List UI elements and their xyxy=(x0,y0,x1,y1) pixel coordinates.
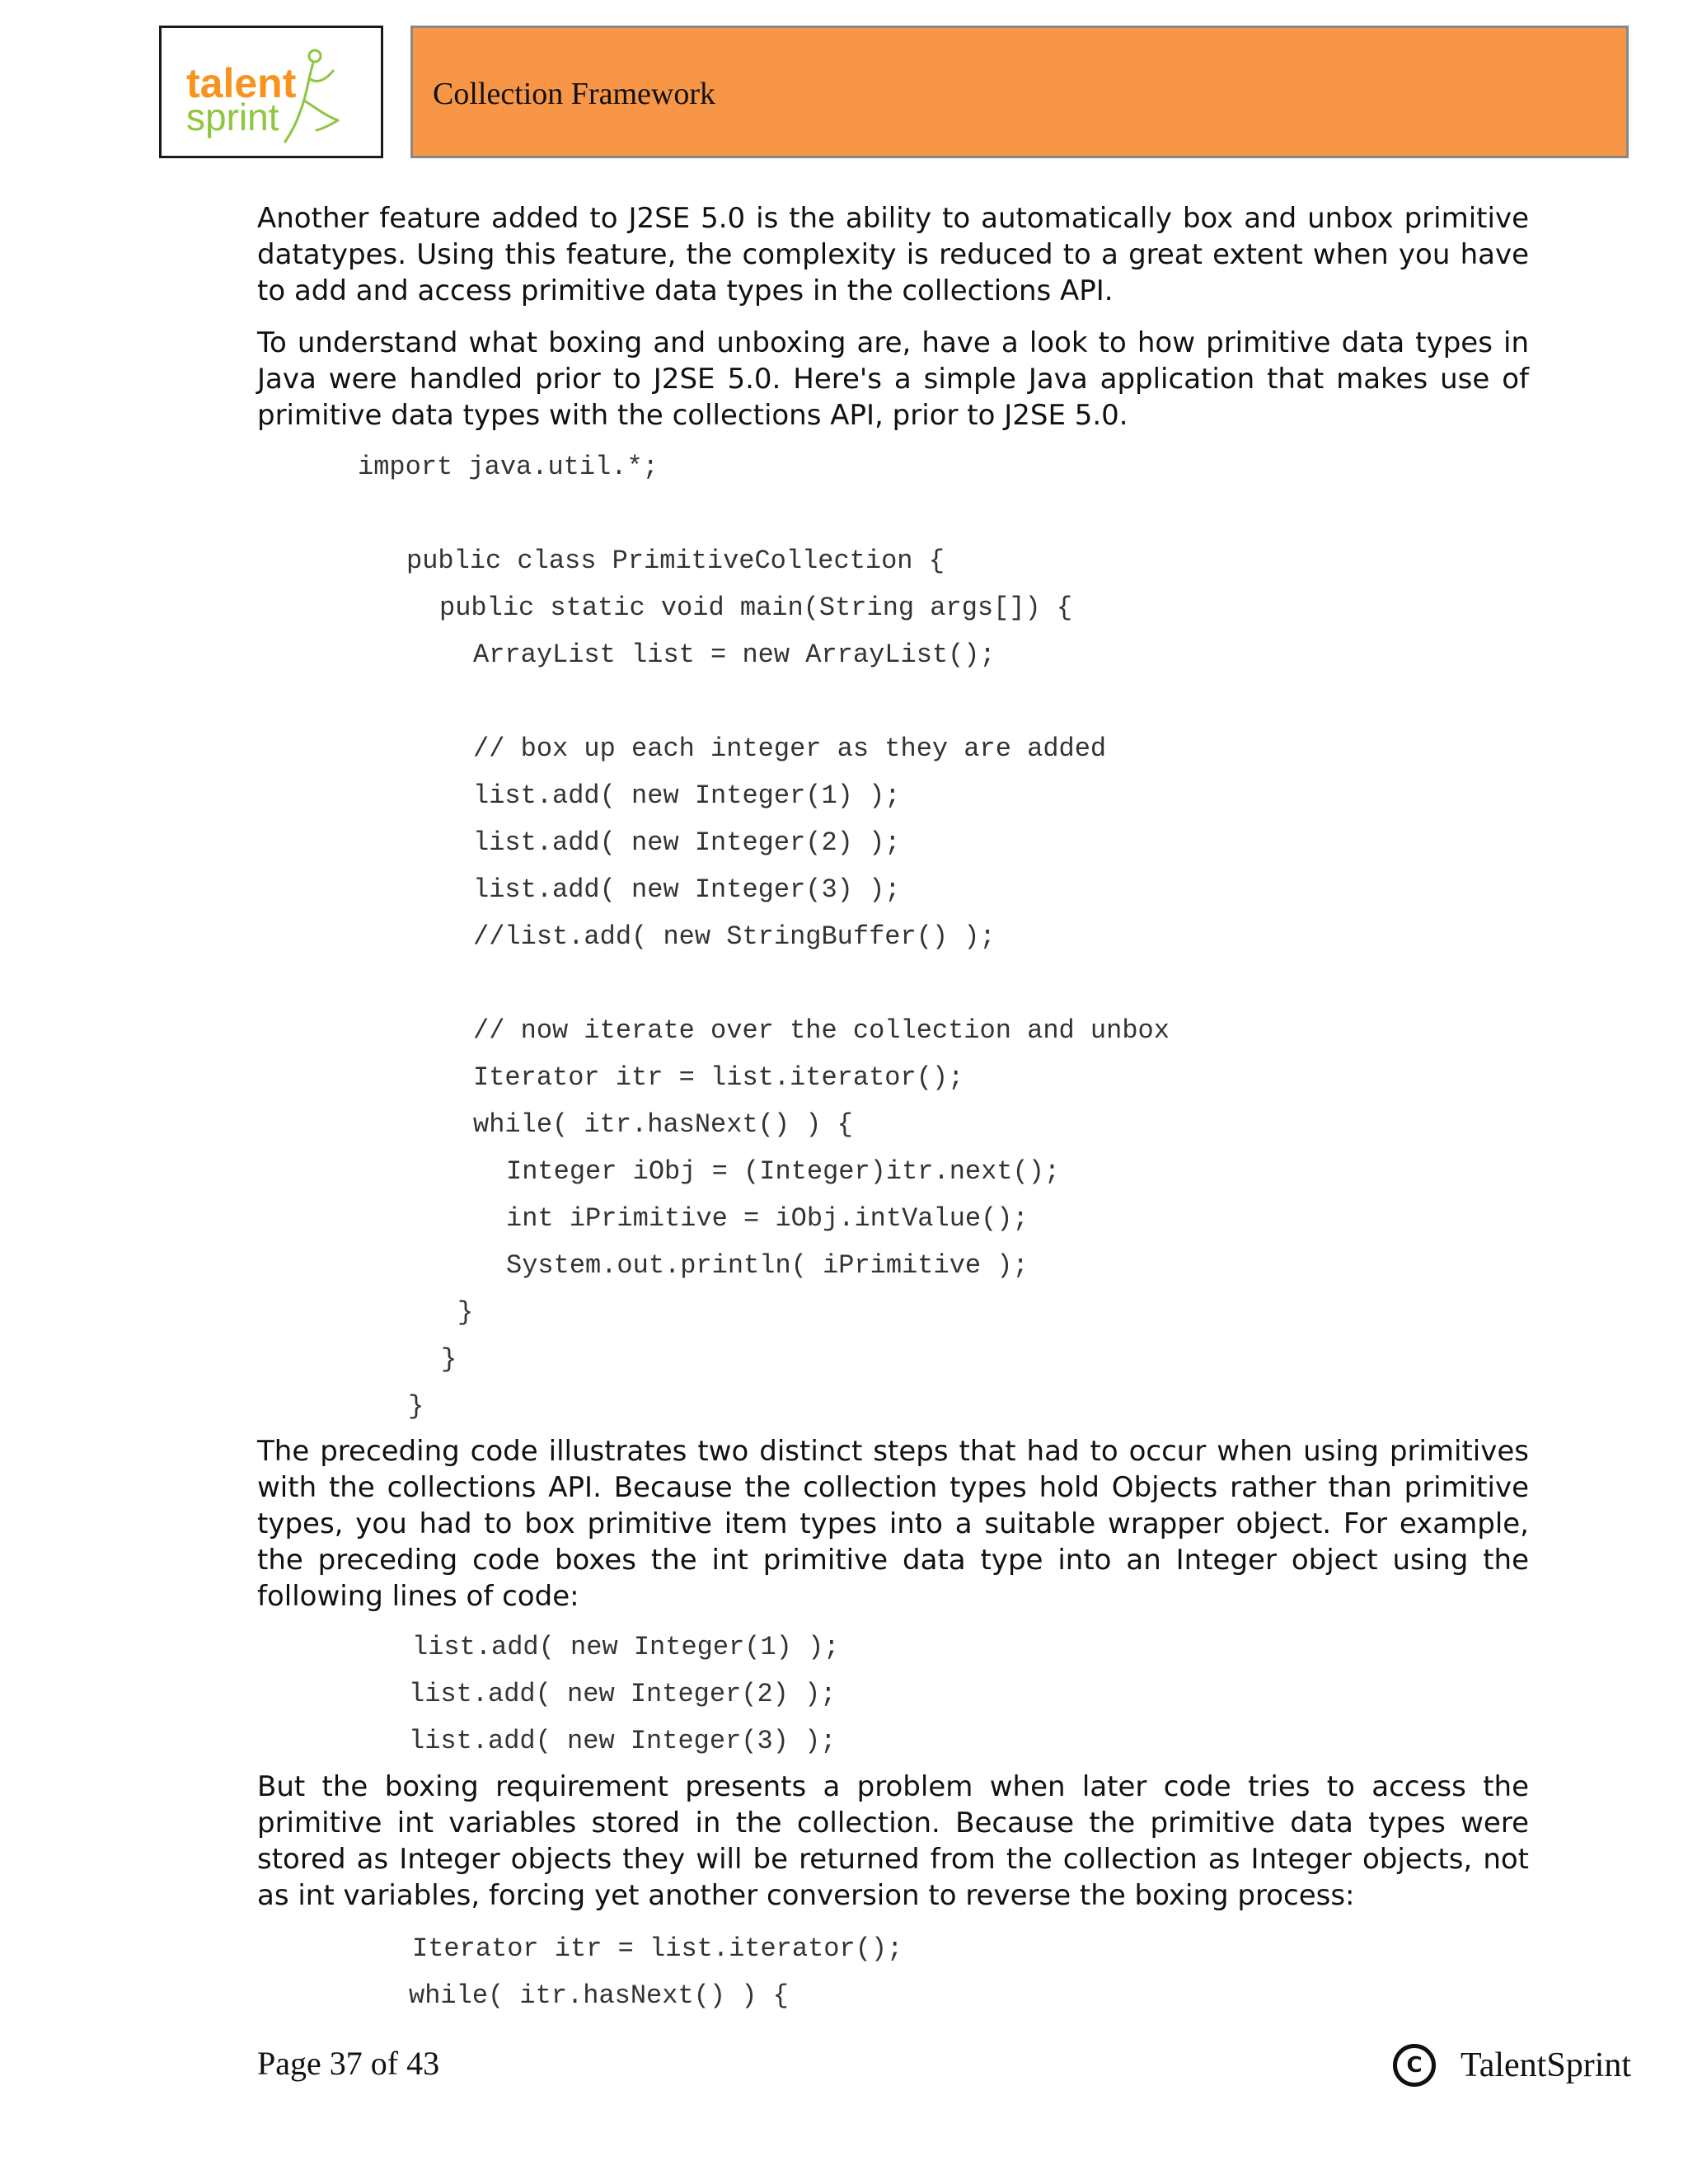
code-line: list.add( new Integer(1) ); xyxy=(412,1632,840,1662)
code-line xyxy=(358,490,1170,537)
logo-text-talent: talent xyxy=(186,60,297,106)
logo-text-sprint: sprint xyxy=(186,96,279,138)
paragraph-boxing-problem xyxy=(257,1769,1529,1914)
code-line xyxy=(358,960,1170,1007)
copyright-icon: C xyxy=(1393,2044,1436,2087)
code-comment: //list.add( new StringBuffer() ); xyxy=(473,921,996,952)
code-block-iterator xyxy=(409,1925,903,2019)
code-line: System.out.println( iPrimitive ); xyxy=(506,1250,1029,1281)
code-line: list.add( new Integer(2) ); xyxy=(473,827,901,858)
code-line: } xyxy=(441,1344,457,1375)
code-line: Iterator itr = list.iterator(); xyxy=(473,1062,964,1093)
code-line: } xyxy=(457,1297,474,1328)
page-title: Collection Framework xyxy=(433,77,715,111)
code-line: list.add( new Integer(2) ); xyxy=(409,1679,837,1709)
code-line: list.add( new Integer(1) ); xyxy=(473,780,901,811)
paragraph-preceding-code xyxy=(257,1433,1529,1615)
paragraph-text: Another feature added to J2SE 5.0 is the ability to automatically box and unbox primitive datatypes. Using this feature, the complexity is reduced to a great extent when you have to add and access primitive data types in the collections API. xyxy=(257,202,1529,307)
paragraph-text: To understand what boxing and unboxing are, have a look to how primitive data types in Java were handled prior to J2SE 5.0. Here's a simple Java application that makes use of primitive data types with the collections API, prior to J2SE 5.0. xyxy=(257,326,1529,432)
paragraph-understand xyxy=(257,325,1529,434)
header-bar xyxy=(410,26,1629,158)
code-block-primitive-collection xyxy=(358,443,1170,1430)
code-line: import java.util.*; xyxy=(358,452,659,482)
footer-brand: TalentSprint xyxy=(1461,2046,1632,2084)
footer-copyright xyxy=(1393,2044,1631,2087)
talentsprint-logo xyxy=(185,46,366,145)
code-line: Iterator itr = list.iterator(); xyxy=(412,1933,903,1964)
code-line xyxy=(358,678,1170,725)
code-block-boxing xyxy=(409,1624,839,1765)
code-line: list.add( new Integer(3) ); xyxy=(409,1726,837,1756)
code-line: ArrayList list = new ArrayList(); xyxy=(473,640,996,670)
code-line: while( itr.hasNext() ) { xyxy=(473,1109,853,1140)
code-line: list.add( new Integer(3) ); xyxy=(473,874,901,905)
code-line: int iPrimitive = iObj.intValue(); xyxy=(506,1203,1029,1234)
code-line: Integer iObj = (Integer)itr.next(); xyxy=(506,1156,1061,1187)
code-line: public class PrimitiveCollection { xyxy=(406,546,945,576)
paragraph-text: But the boxing requirement presents a problem when later code tries to access the primitive int variables stored in the collection. Because the primitive data types were stored as Integer objects they will be returned from the collection as Integer objects, not as int variables, forcing yet another conversion to reverse the boxing process: xyxy=(257,1770,1529,1912)
logo-box xyxy=(159,26,383,158)
code-comment: // now iterate over the collection and unbox xyxy=(473,1015,1170,1046)
page-number: Page 37 of 43 xyxy=(257,2045,440,2082)
code-line: while( itr.hasNext() ) { xyxy=(409,1980,789,2011)
code-line: } xyxy=(408,1391,424,1422)
code-comment: // box up each integer as they are added xyxy=(473,733,1107,764)
paragraph-intro xyxy=(257,200,1529,309)
code-line: public static void main(String args[]) { xyxy=(439,593,1073,623)
paragraph-text: The preceding code illustrates two distinct steps that had to occur when using primitives with the collections API. Because the collection types hold Objects rather than primitive types, you had to box primitive item types into a suitable wrapper object. For example, the preceding code boxes the int primitive data type into an Integer object using the following lines of code: xyxy=(257,1435,1529,1613)
